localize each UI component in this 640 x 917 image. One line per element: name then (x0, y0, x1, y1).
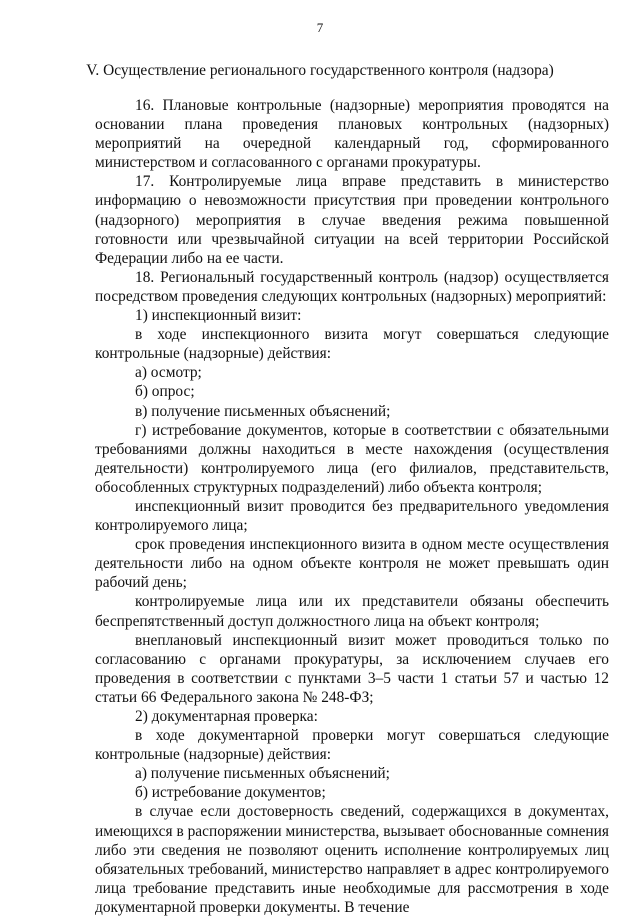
paragraph-no-notice: инспекционный визит проводится без предварительного уведомления контролируемого лица; (95, 497, 609, 535)
paragraph-18: 18. Региональный государственный контроль (надзор) осуществляется посредством проведения следующих контрольных (надзорных) мероприятий: (95, 268, 609, 305)
list-item-inspection-visit: 1) инспекционный визит: (135, 307, 302, 325)
list-item-documentary-check: 2) документарная проверка: (135, 708, 318, 725)
page-number: 7 (316, 20, 324, 35)
paragraph-16: 16. Плановые контрольные (надзорные) мероприятия проводятся на основании плана проведения плановых контрольных (надзорных) мероприятий на очередной календарный год, сформированного министерством и согласованного с органами прокуратуры. (95, 97, 609, 172)
paragraph-access: контролируемые лица или их представители обязаны обеспечить беспрепятственный доступ должностного лица на объект контроля; (95, 593, 609, 630)
paragraph-unscheduled-visit: внеплановый инспекционный визит может проводиться только по согласованию с органами прокуратуры, за исключением случаев его проведения в соответствии с пунктами 3–5 части 1 статьи 57 и частью 12 статьи 66 Федерального закона № 248-ФЗ; (95, 631, 609, 706)
document-body (95, 96, 609, 917)
paragraph-17: 17. Контролируемые лица вправе представить в министерство информацию о невозможности присутствия при проведении контрольного (надзорного) мероприятия в случае введения режима повышенной готовности или чрезвычайной ситуации на всей территории Российской Федерации либо на ее части. (95, 173, 609, 267)
list-item-b-survey: б) опрос; (135, 383, 195, 401)
list-item-v-explanations: в) получение письменных объяснений; (135, 402, 391, 420)
list-item-a-explanations: а) получение письменных объяснений; (135, 765, 390, 783)
list-item-g-documents: г) истребование документов, которые в соответствии с обязательными требованиями должны находиться в месте нахождения (осуществления деятельности) контролируемого лица (его филиалов, представительств, обособленных структурных подразделений) либо объекта контроля; (95, 421, 609, 496)
list-item-a-inspection: а) осмотр; (135, 364, 202, 382)
paragraph-visit-actions: в ходе инспекционного визита могут совершаться следующие контрольные (надзорные) действия: (95, 326, 609, 363)
paragraph-reliability: в случае если достоверность сведений, содержащихся в документах, имеющихся в распоряжении министерства, вызывает обоснованные сомнения либо эти сведения не позволяют оценить исполнение контролируемых лиц обязательных требований, министерство направляет в адрес контролируемого лица требование представить иные необходимые для рассмотрения в ходе документарной проверки документы. В течение (95, 803, 609, 916)
section-title: V. Осуществление регионального государственного контроля (надзора) (86, 62, 554, 79)
paragraph-visit-duration: срок проведения инспекционного визита в одном месте осуществления деятельности либо на одном объекте контроля не может превышать один рабочий день; (95, 536, 609, 592)
list-item-b-documents: б) истребование документов; (135, 784, 326, 802)
paragraph-check-actions: в ходе документарной проверки могут совершаться следующие контрольные (надзорные) действия: (95, 727, 609, 764)
